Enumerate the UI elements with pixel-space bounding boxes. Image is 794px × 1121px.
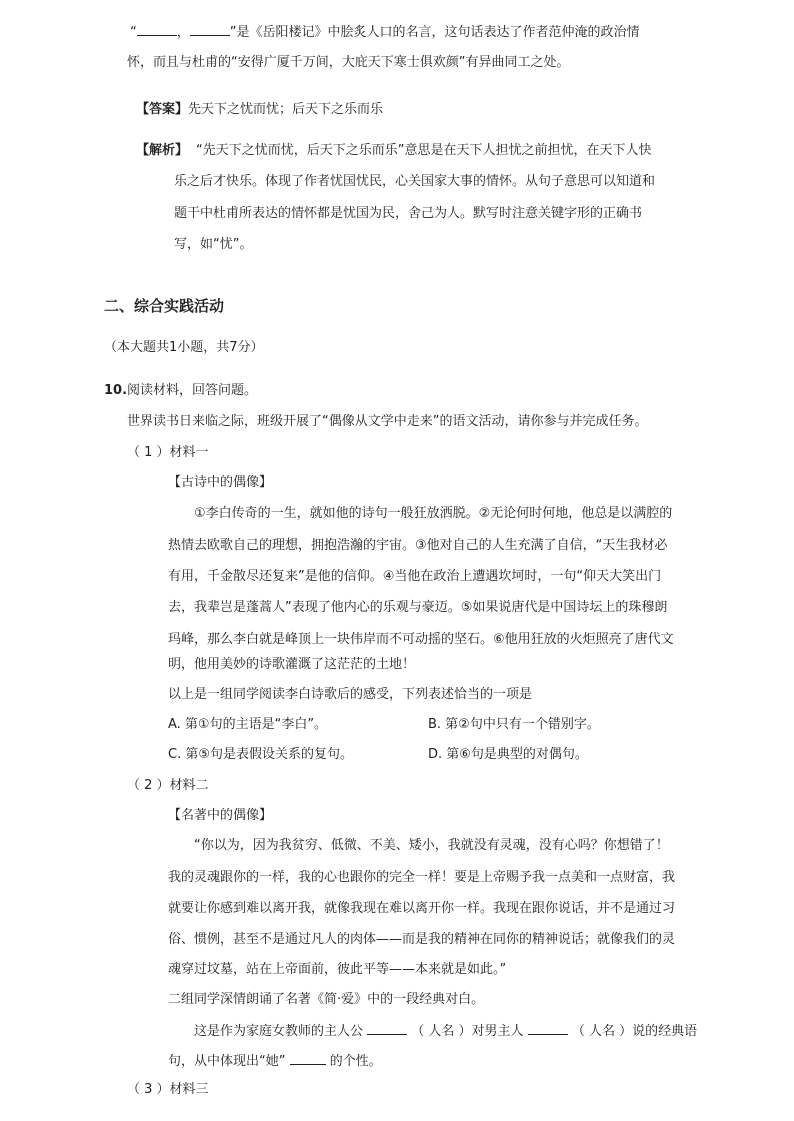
part-2-note: 二组同学深情朗诵了名著《简·爱》中的一段经典对白。	[168, 992, 485, 1007]
analysis-line-2: 乐之后才快乐。体现了作者忧国忧民，心关国家大事的情怀。从句子意思可以知道和	[174, 174, 656, 189]
part-1-line-4: 去，我辈岂是蓬蒿人”表现了他内心的乐观与豪迈。⑤如果说唐代是中国诗坛上的珠穆朗	[168, 600, 668, 615]
part-1-question: 以上是一组同学阅读李白诗歌后的感受，下列表述恰当的一项是	[168, 687, 533, 702]
part-2-line-4: 俗、惯例，甚至不是通过凡人的肉体——而是我的精神在同你的精神说话；就像我们的灵	[168, 932, 676, 947]
part-2-line-3: 就要让你感到难以离开我，就像我现在难以离开你一样。我现在跟你说话，并不是通过习	[168, 901, 676, 916]
part-1-line-1: ①李白传奇的一生，就如他的诗句一般狂放洒脱。②无论何时何地，他总是以满腔的	[194, 506, 673, 521]
open-quote: “	[130, 25, 137, 40]
part-1-line-6: 明，他用美妙的诗歌灌溉了这茫茫的土地！	[168, 657, 416, 672]
part-1-label: （ 1 ）材料一	[127, 445, 209, 460]
analysis-line-4: 写，如“忧”。	[174, 237, 253, 252]
intro-line-1-text: ”是《岳阳楼记》中脍炙人口的名言，这句话表达了作者范仲淹的政治情	[229, 25, 640, 40]
section-title: 二、综合实践活动	[104, 297, 225, 315]
part-2-line-2: 我的灵魂跟你的一样，我的心也跟你的完全一样！要是上帝赐予我一点美和一点财富，我	[168, 870, 676, 885]
name-blank-2[interactable]	[528, 1020, 568, 1035]
fill-text-c: （ 人名 ）说的经典语	[571, 1024, 698, 1039]
analysis-line-1: “先天下之忧而忧，后天下之乐而乐”意思是在天下人担忧之前担忧，在天下人快	[196, 143, 652, 158]
part-1-line-3: 有用，千金散尽还复来”是他的信仰。④当他在政治上遭遇坎坷时，一句“仰天大笑出门	[168, 569, 662, 584]
part-2-fill-line-2	[168, 1050, 382, 1072]
separator: ，	[176, 25, 190, 40]
part-1-line-2: 热情去欧歌自己的理想，拥抱浩瀚的宇宙。③他对自己的人生充满了自信，“天生我材必	[168, 538, 668, 553]
question-number: 10.	[104, 383, 128, 398]
analysis-line-3: 题干中杜甫所表达的情怀都是忧国为民，舍己为人。默写时注意关键字形的正确书	[174, 206, 643, 221]
answer-label: 【答案】	[136, 102, 189, 117]
intro-line-2: 怀，而且与杜甫的“安得广厦千万间，大庇天下寒士俱欢颜”有异曲同工之处。	[127, 55, 570, 70]
option-d[interactable]: D. 第⑥句是典型的对偶句。	[428, 747, 588, 762]
name-blank-1[interactable]	[367, 1020, 407, 1035]
part-3-label: （ 3 ）材料三	[127, 1082, 209, 1097]
answer-row	[136, 100, 383, 120]
trait-blank[interactable]	[290, 1050, 326, 1065]
part-2-line-5: 魂穿过坟墓，站在上帝面前，彼此平等——本来就是如此。”	[168, 962, 507, 977]
question-intro: 世界读书日来临之际，班级开展了“偶像从文学中走来”的语文活动，请你参与并完成任务。	[127, 414, 648, 429]
option-c[interactable]: C. 第⑤句是表假设关系的复句。	[168, 747, 353, 762]
part-2-label: （ 2 ）材料二	[127, 778, 209, 793]
fill-text-a: 这是作为家庭女教师的主人公	[194, 1024, 364, 1039]
fill-text-b: （ 人名 ）对男主人	[411, 1024, 524, 1039]
intro-line-1	[130, 21, 640, 43]
question-10	[104, 381, 257, 401]
part-2-line-1: “你以为，因为我贫穷、低微、不美、矮小，我就没有灵魂，没有心吗？你想错了！	[194, 838, 669, 853]
part-1-heading: 【古诗中的偶像】	[168, 475, 273, 490]
blank-2[interactable]	[190, 21, 230, 36]
part-1-line-5: 玛峰，那么李白就是峰顶上一块伟岸而不可动摇的坚石。⑥他用狂放的火炬照亮了唐代文	[168, 632, 674, 647]
part-2-heading: 【名著中的偶像】	[168, 808, 273, 823]
section-subtitle: （本大题共1小题，共7分）	[104, 340, 264, 355]
question-prompt: 阅读材料，回答问题。	[127, 383, 258, 398]
fill-text-d: 句，从中体现出“她”	[168, 1054, 286, 1069]
analysis-label: 【解析】	[136, 143, 189, 158]
blank-1[interactable]	[137, 21, 177, 36]
fill-text-e: 的个性。	[329, 1054, 382, 1069]
option-b[interactable]: B. 第②句中只有一个错别字。	[428, 717, 600, 732]
part-2-fill-line-1	[194, 1020, 697, 1042]
option-a[interactable]: A. 第①句的主语是“李白”。	[168, 717, 328, 732]
answer-text: 先天下之忧而忧；后天下之乐而乐	[188, 102, 384, 117]
